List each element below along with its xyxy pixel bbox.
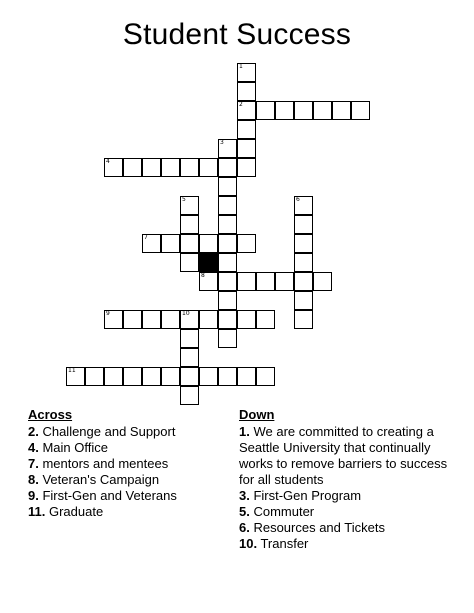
clue-number: 8 [201, 272, 205, 279]
clue-text: Challenge and Support [38, 424, 176, 439]
clue-item [28, 488, 223, 504]
clue-number: 11 [68, 367, 76, 374]
clue-item [239, 504, 454, 520]
crossword-cell[interactable] [218, 253, 237, 272]
crossword-cell[interactable] [180, 310, 199, 329]
crossword-cell[interactable] [237, 82, 256, 101]
crossword-cell[interactable] [104, 310, 123, 329]
crossword-cell[interactable] [256, 310, 275, 329]
crossword-cell[interactable] [294, 215, 313, 234]
crossword-cell[interactable] [237, 158, 256, 177]
crossword-cell[interactable] [237, 367, 256, 386]
clue-number: 4 [106, 158, 110, 165]
crossword-cell[interactable] [294, 310, 313, 329]
clue-number: 1 [239, 63, 243, 70]
clue-number-label: 8. [28, 472, 39, 487]
clue-number: 5 [182, 196, 186, 203]
crossword-cell[interactable] [294, 234, 313, 253]
clue-text: Main Office [38, 440, 108, 455]
clue-number-label: 3. [239, 488, 250, 503]
crossword-cell[interactable] [180, 253, 199, 272]
clue-text: mentors and mentees [38, 456, 169, 471]
down-heading: Down [239, 407, 275, 422]
crossword-cell[interactable] [332, 101, 351, 120]
crossword-cell[interactable] [199, 234, 218, 253]
clue-item [239, 424, 454, 488]
clue-text: First-Gen and Veterans [38, 488, 177, 503]
crossword-cell[interactable] [199, 367, 218, 386]
crossword-cell[interactable] [66, 367, 85, 386]
crossword-cell[interactable] [256, 367, 275, 386]
page-title: Student Success [122, 18, 352, 51]
crossword-cell[interactable] [237, 101, 256, 120]
crossword-cell[interactable] [180, 348, 199, 367]
crossword-cell[interactable] [161, 367, 180, 386]
clue-text: Resources and Tickets [249, 520, 385, 535]
crossword-cell[interactable] [237, 310, 256, 329]
clue-item [28, 504, 223, 520]
crossword-cell[interactable] [142, 310, 161, 329]
clue-text: Transfer [257, 536, 309, 551]
clue-number-label: 11. [28, 504, 46, 519]
clue-text: Commuter [249, 504, 315, 519]
clue-number: 10 [182, 310, 190, 317]
crossword-black-cell [199, 253, 218, 272]
crossword-cell[interactable] [294, 272, 313, 291]
crossword-cell[interactable] [313, 101, 332, 120]
clue-number: 3 [220, 139, 224, 146]
crossword-cell[interactable] [161, 310, 180, 329]
clue-number-label: 4. [28, 440, 39, 455]
crossword-cell[interactable] [123, 367, 142, 386]
clue-number-label: 1. [239, 424, 250, 439]
crossword-cell[interactable] [199, 272, 218, 291]
across-clue-list [28, 424, 223, 520]
clue-number-label: 7. [28, 456, 39, 471]
crossword-cell[interactable] [142, 367, 161, 386]
down-clue-list [239, 424, 454, 552]
clue-number-label: 6. [239, 520, 250, 535]
crossword-cell[interactable] [313, 272, 332, 291]
crossword-cell[interactable] [104, 367, 123, 386]
crossword-cell[interactable] [294, 196, 313, 215]
crossword-cell[interactable] [85, 367, 104, 386]
clue-item [239, 520, 454, 536]
crossword-cell[interactable] [237, 234, 256, 253]
crossword-cell[interactable] [218, 291, 237, 310]
clue-text: Graduate [45, 504, 104, 519]
crossword-cell[interactable] [180, 215, 199, 234]
crossword-cell[interactable] [218, 234, 237, 253]
across-heading: Across [28, 407, 73, 422]
clue-number: 7 [144, 234, 148, 241]
crossword-cell[interactable] [180, 158, 199, 177]
clue-number: 9 [106, 310, 110, 317]
crossword-cell[interactable] [123, 310, 142, 329]
crossword-cell[interactable] [218, 272, 237, 291]
clue-item [239, 488, 454, 504]
crossword-cell[interactable] [180, 329, 199, 348]
crossword-cell[interactable] [256, 101, 275, 120]
crossword-cell[interactable] [161, 234, 180, 253]
across-clues [28, 407, 223, 520]
crossword-cell[interactable] [199, 158, 218, 177]
crossword-cell[interactable] [180, 196, 199, 215]
crossword-cell[interactable] [161, 158, 180, 177]
clue-number-label: 2. [28, 424, 39, 439]
crossword-cell[interactable] [237, 272, 256, 291]
crossword-cell[interactable] [218, 196, 237, 215]
crossword-cell[interactable] [218, 215, 237, 234]
crossword-cell[interactable] [256, 272, 275, 291]
clue-number: 6 [296, 196, 300, 203]
crossword-cell[interactable] [275, 272, 294, 291]
crossword-cell[interactable] [218, 367, 237, 386]
clue-item [28, 472, 223, 488]
crossword-cell[interactable] [294, 253, 313, 272]
clue-text: We are committed to creating a Seattle University that continually works to remove barriers to success for all students [239, 424, 448, 487]
crossword-cell[interactable] [180, 367, 199, 386]
crossword-cell[interactable] [180, 386, 199, 405]
crossword-cell[interactable] [294, 291, 313, 310]
clue-item [239, 536, 454, 552]
crossword-cell[interactable] [275, 101, 294, 120]
crossword-cell[interactable] [294, 101, 313, 120]
crossword-cell[interactable] [237, 120, 256, 139]
crossword-cell[interactable] [180, 234, 199, 253]
clue-number: 2 [239, 101, 243, 108]
crossword-cell[interactable] [104, 158, 123, 177]
crossword-cell[interactable] [218, 177, 237, 196]
clue-item [28, 456, 223, 472]
clue-text: Veteran's Campaign [38, 472, 160, 487]
crossword-cell[interactable] [237, 139, 256, 158]
crossword-cell[interactable] [351, 101, 370, 120]
crossword-cell[interactable] [218, 310, 237, 329]
crossword-cell[interactable] [218, 329, 237, 348]
clue-item [28, 440, 223, 456]
clue-item [28, 424, 223, 440]
crossword-cell[interactable] [218, 158, 237, 177]
crossword-cell[interactable] [142, 158, 161, 177]
clue-number-label: 5. [239, 504, 250, 519]
crossword-cell[interactable] [218, 139, 237, 158]
crossword-cell[interactable] [199, 310, 218, 329]
crossword-cell[interactable] [142, 234, 161, 253]
clue-number-label: 9. [28, 488, 39, 503]
clue-text: First-Gen Program [249, 488, 362, 503]
crossword-cell[interactable] [123, 158, 142, 177]
down-clues [239, 407, 454, 552]
clue-number-label: 10. [239, 536, 258, 551]
crossword-cell[interactable] [237, 63, 256, 82]
